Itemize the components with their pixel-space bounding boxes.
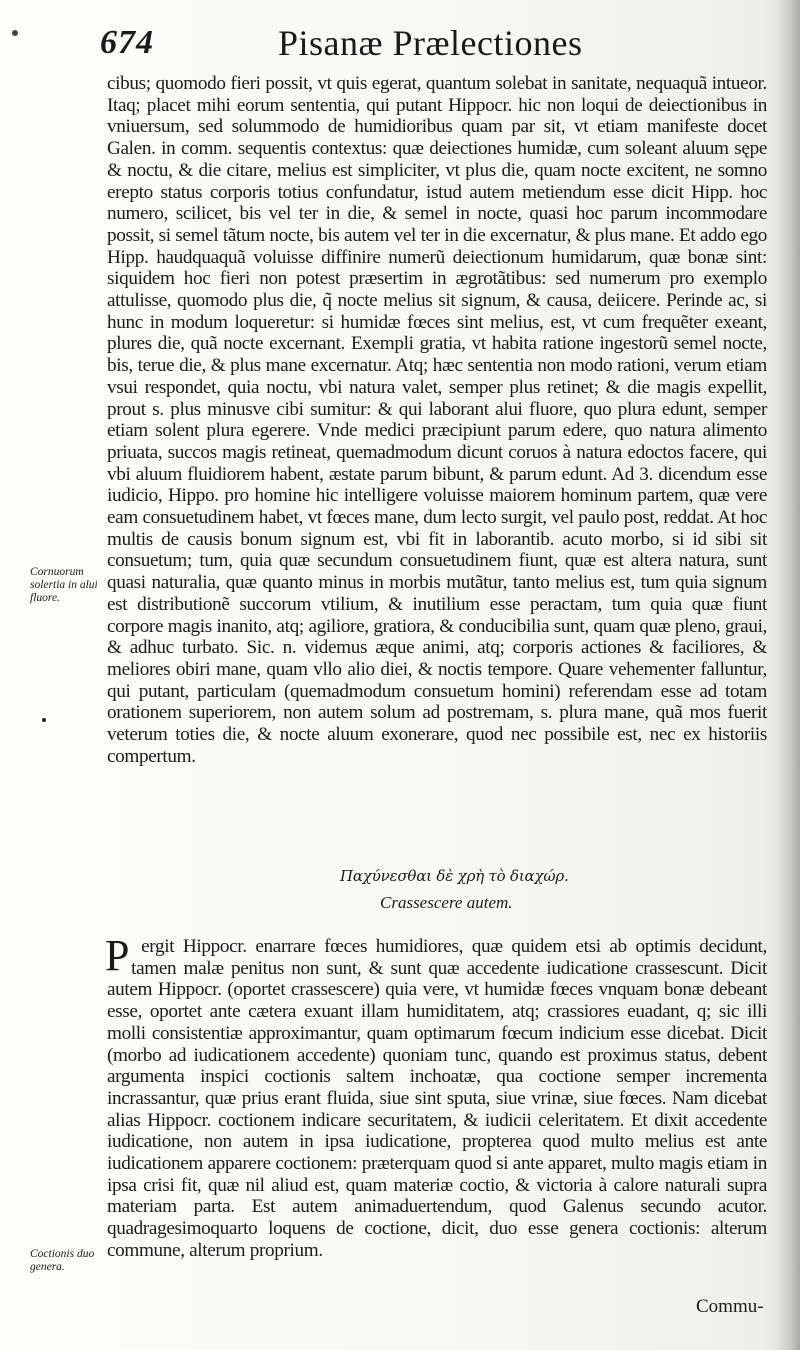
lemma-translation: Crassescere autem.: [380, 893, 513, 912]
catchword: Commu-: [696, 1296, 764, 1317]
page-number: 674: [100, 24, 154, 61]
marginal-bullet: [42, 718, 46, 722]
paragraph-2: [105, 931, 767, 1262]
paragraph-2-text: ergit Hippocr. enarrare fœces humidiores, quæ quidem etsi ab optimis decidunt, tamen malæ penitus non sunt, & sunt quæ accedente iudicatione crassescunt. Dicit autem Hippocr. (oportet crassescere) quia vere, vt humidæ fœces vnquam bonæ debeant esse, oportet ante cætera exuant illam humiditatem, atq; crassiores euadant, q; sic illi molli consistentiæ approximantur, quam optimarum fœcum indicium esse dicebat. Dicit (morbo ad iudicationem accedente) quoniam tunc, quando est proximus status, debent argumenta inspici coctionis saltem inchoatæ, qua coctione semper incrementa incrassantur, quæ prius erant fluida, siue sint sputa, siue vrinæ, siue fœces. Nam dicebat alias Hippocr. coctionem indicare securitatem, & iudicii celeritatem. Et dixit accedente iudicatione, non autem in ipsa iudicatione, propterea quod multo melius est ante iudicationem apparere coctionem: præterquam quod si ante apparet, multo magis etiam in ipsa crisi fit, quæ nil aliud est, quam materiæ coctio, & victoria à calore naturali supra materiam parta. Est autem animaduertendum, quod Galenus secundo acutor. quadragesimoquarto loquens de coctione, dicit, duo esse genera coctionis: alterum commune, alterum proprium.: [107, 936, 767, 1261]
marginal-note-1: Cornuorum solertia in alui fluore.: [30, 566, 98, 604]
paragraph-1: cibus; quomodo fieri possit, vt quis egerat, quantum solebat in sanitate, nequaquã intueor. Itaq; placet mihi eorum sententia, qui putant Hippocr. hic non loqui de deiectionibus in vniuersum, sed solummodo de humidioribus quam par sit, vt etiam manifeste docet Galen. in comm. sequentis contextus: quæ deiectiones humidæ, cum soleant aluum sępe & noctu, & die citare, melius est simpliciter, vt plus die, quam nocte excitent, ne somno erepto status corporis totius confundatur, istud autem metiendum esse dicit Hipp. hoc numero, scilicet, bis vel ter in die, & semel in nocte, quasi hoc parum incommodare possit, si semel tãtum nocte, bis autem vel ter in die excernatur, & plus mane. Et addo ego Hipp. haudquaquã voluisse diffinire numerũ deiectionum humidarum, quæ bonæ sint: siquidem hoc fieri non potest præsertim in ægrotãtibus: sed numerum pro exemplo attulisse, quomodo plus die, q̃ nocte melius sit signum, & causa, deiicere. Perinde ac, si hunc in modum loqueretur: si humidæ fœces sint melius, est, vt cum frequẽter exeant, plures die, quã nocte excernant. Exempli gratia, vt habita ratione ingestorũ semel nocte, bis, terue die, & plus mane excernatur. Atq; hæc sententia non modo rationi, verum etiam vsui respondet, quia noctu, vbi natura valet, semper plus retinet; & die magis expellit, prout s. plus minusve cibi sumitur: & qui laborant alui fluore, quo plura edunt, semper etiam solent plura egerere. Vnde medici præcipiunt parum edere, quo natura alimento priuata, succos magis retineat, quemadmodum dicunt coruos à natura edoctos facere, qui vbi aluum fluidiorem habent, æstate parum bibunt, & parum edunt. Ad 3. dicendum esse iudicio, Hippo. pro homine hic intelligere voluisse maiorem hominum partem, quæ vere eam consuetudinem habet, vt fœces mane, dum lecto surgit, vel paulo post, reddat. At hoc multis de causis bonum signum est, vbi fit in laborantib. acuto morbo, si id sibi sit consuetum; tum, quia quæ secundum consuetudinem fiunt, quæ est altera natura, sunt quasi naturalia, quæ quanto minus in morbis mutãtur, tanto melius est, tum quia signum est distributionẽ succorum vtilium, & inutilium esse peractam, tum quia quæ fiunt corpore magis inanito, atq; agiliore, gratiora, & conducibilia sunt, quam quæ pleno, graui, & adhuc turbato. Sic. n. videmus æque animi, atq; corporis actiones & faciliores, & meliores obiri mane, quam vllo alio diei, & noctis tempore. Quare vehementer falluntur, qui putant, particulam (quemadmodum consuetum homini) referendam esse ad totam orationem superiorem, non autem solum ad postremam, s. plura mane, quã mos fuerit veterum toties die, & nocte aluum exonerare, quod nec possibile est, nec ex historiis compertum.: [107, 73, 767, 767]
running-title: Pisanæ Prælectiones: [278, 23, 583, 63]
page-edge-shadow: [778, 0, 800, 1350]
drop-cap: P: [105, 931, 130, 980]
page-header: [100, 18, 760, 68]
marginal-note-2: Coctionis duo genera.: [30, 1248, 95, 1273]
body-text-1: [107, 73, 767, 768]
greek-lemma: Παχύνεσθαι δὲ χρὴ τὸ διαχώρ.: [340, 867, 569, 885]
body-text-2: [105, 931, 767, 1262]
ink-speck: [12, 30, 18, 36]
